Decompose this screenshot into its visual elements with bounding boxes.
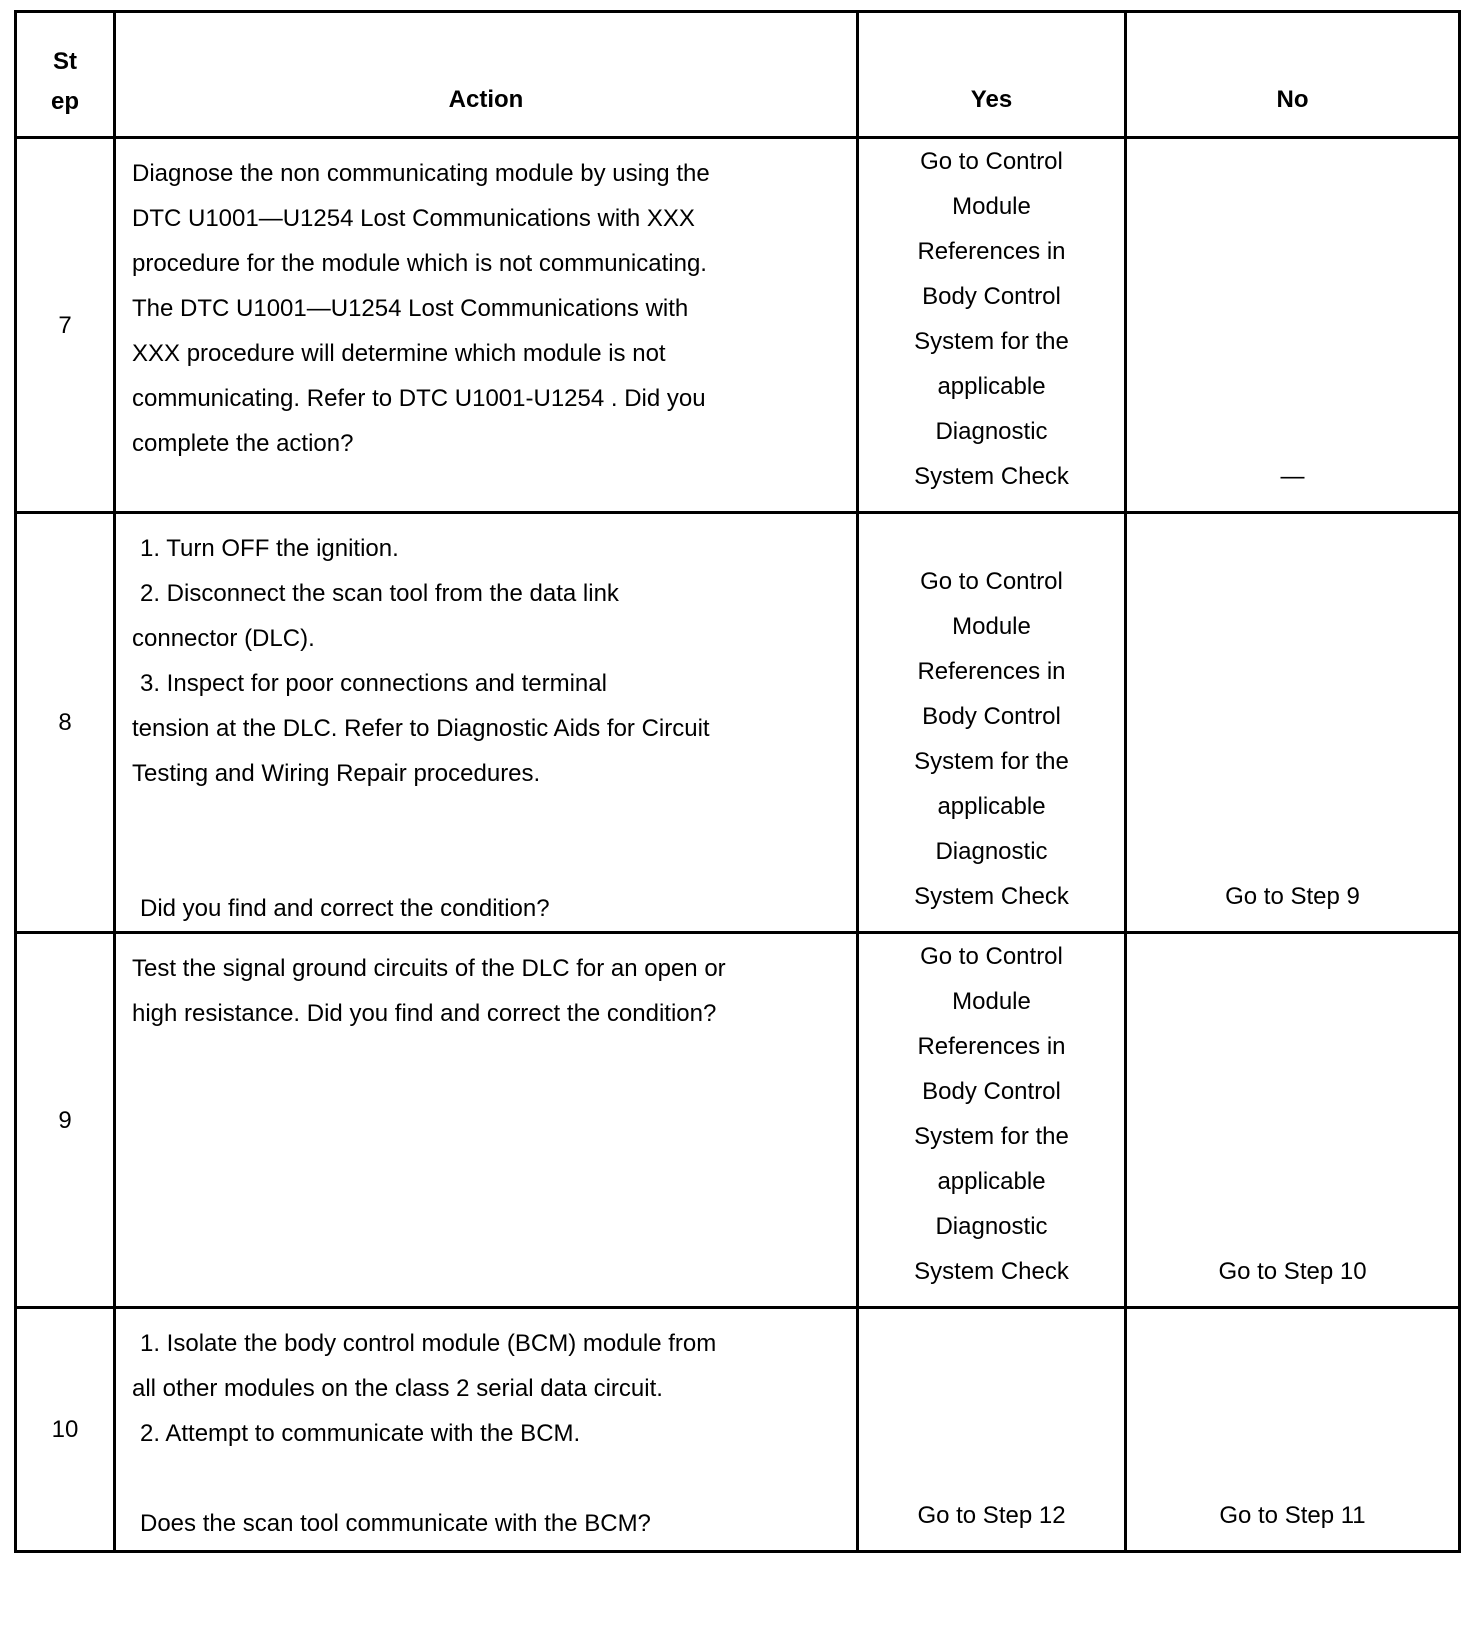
table-row: [16, 513, 1460, 933]
diagnostic-table: [14, 10, 1461, 1553]
action-question: Did you find and correct the condition?: [140, 895, 550, 922]
yes-result: Go to Step 12: [858, 1308, 1126, 1552]
action-cell: 1. Isolate the body control module (BCM) module from all other modules on the class 2 serial data circuit. 2. Attempt to communicate with the BCM. Does the scan tool communicate with the BCM?: [115, 1308, 858, 1552]
header-row: [16, 12, 1460, 138]
table-row: [16, 1308, 1460, 1552]
yes-result: Go to Control Module References in Body Control System for the applicable Diagnostic System Check: [858, 138, 1126, 513]
no-result: Go to Step 11: [1126, 1308, 1460, 1552]
step-number: 10: [16, 1308, 115, 1552]
yes-result: Go to Control Module References in Body Control System for the applicable Diagnostic System Check: [858, 513, 1126, 933]
table-row: [16, 933, 1460, 1308]
step-number: 7: [16, 138, 115, 513]
action-question: Does the scan tool communicate with the BCM?: [140, 1510, 651, 1537]
action-cell: Diagnose the non communicating module by using the DTC U1001—U1254 Lost Communications with XXX procedure for the module which is not communicating. The DTC U1001—U1254 Lost Communications with XXX procedure will determine which module is not communicating. Refer to DTC U1001-U1254 . Did you complete the action?: [115, 138, 858, 513]
column-header-no: No: [1126, 12, 1460, 138]
column-header-step: St ep: [16, 12, 115, 138]
step-number: 9: [16, 933, 115, 1308]
table-row: [16, 138, 1460, 513]
column-header-action: Action: [115, 12, 858, 138]
action-cell: Test the signal ground circuits of the DLC for an open or high resistance. Did you find and correct the condition?: [115, 933, 858, 1308]
no-result: —: [1126, 138, 1460, 513]
column-header-yes: Yes: [858, 12, 1126, 138]
no-result: Go to Step 10: [1126, 933, 1460, 1308]
yes-result: Go to Control Module References in Body Control System for the applicable Diagnostic System Check: [858, 933, 1126, 1308]
no-result: Go to Step 9: [1126, 513, 1460, 933]
action-cell: 1. Turn OFF the ignition. 2. Disconnect the scan tool from the data link connector (DLC). 3. Inspect for poor connections and terminal tension at the DLC. Refer to Diagnostic Aids for Circuit Testing and Wiring Repair procedures. Did you find and correct the condition?: [115, 513, 858, 933]
step-number: 8: [16, 513, 115, 933]
